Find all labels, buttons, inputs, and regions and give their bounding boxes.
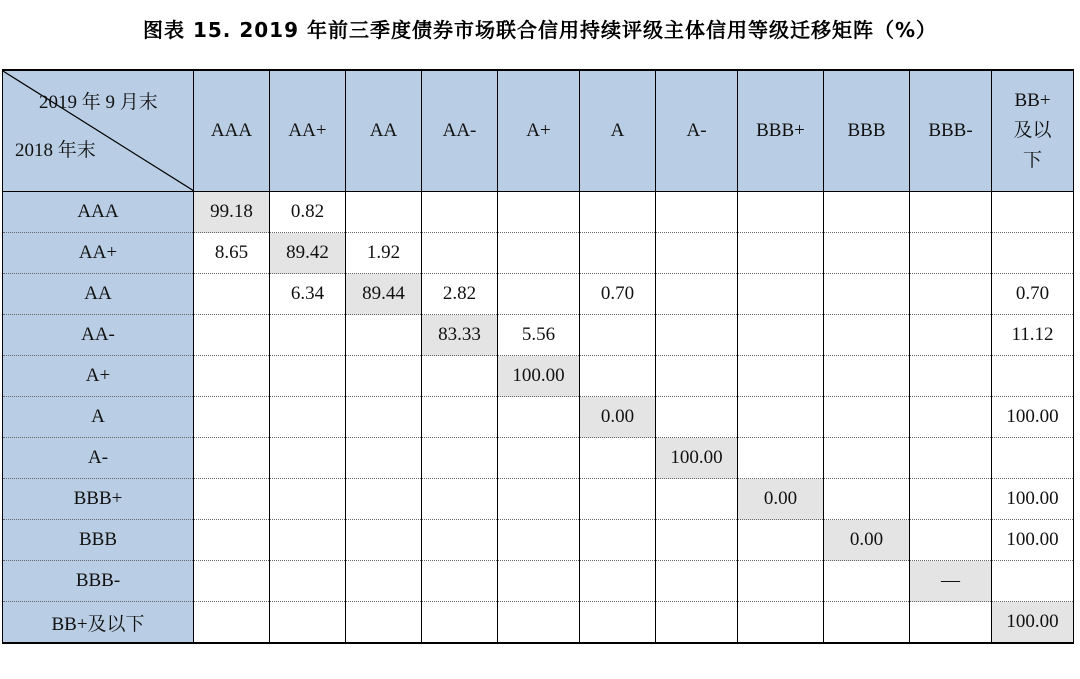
matrix-cell (346, 479, 422, 520)
matrix-cell-diagonal: 100.00 (656, 438, 738, 479)
row-header-cell: AA (3, 274, 194, 315)
table-row (3, 233, 1074, 274)
table-row (3, 479, 1074, 520)
matrix-cell (270, 315, 346, 356)
matrix-cell (346, 602, 422, 644)
table-row (3, 274, 1074, 315)
matrix-cell (824, 479, 910, 520)
col-header-aaa: AAA (194, 70, 270, 192)
matrix-cell (910, 479, 992, 520)
matrix-cell (346, 192, 422, 233)
table-row (3, 192, 1074, 233)
matrix-cell (992, 192, 1074, 233)
matrix-cell (270, 397, 346, 438)
matrix-cell (824, 438, 910, 479)
matrix-cell (738, 315, 824, 356)
matrix-cell: 6.34 (270, 274, 346, 315)
matrix-cell (498, 520, 580, 561)
matrix-cell (498, 397, 580, 438)
table-row (3, 397, 1074, 438)
matrix-cell (656, 479, 738, 520)
matrix-cell (656, 561, 738, 602)
row-header-cell: BBB+ (3, 479, 194, 520)
matrix-cell (422, 438, 498, 479)
matrix-cell (910, 438, 992, 479)
corner-label-period-start: 2018 年末 (15, 140, 96, 161)
matrix-cell (580, 479, 656, 520)
matrix-cell (194, 315, 270, 356)
matrix-cell: 100.00 (992, 397, 1074, 438)
matrix-cell (346, 315, 422, 356)
matrix-cell (738, 356, 824, 397)
table-row (3, 561, 1074, 602)
matrix-cell (992, 356, 1074, 397)
matrix-cell (580, 602, 656, 644)
matrix-cell (270, 438, 346, 479)
matrix-cell (194, 602, 270, 644)
matrix-cell (194, 561, 270, 602)
matrix-cell (656, 315, 738, 356)
matrix-cell (270, 561, 346, 602)
row-header-cell: BB+及以下 (3, 602, 194, 644)
row-header-cell: BBB- (3, 561, 194, 602)
matrix-cell: 2.82 (422, 274, 498, 315)
matrix-cell (656, 274, 738, 315)
col-header-line: 下 (1022, 150, 1042, 171)
matrix-cell (422, 561, 498, 602)
matrix-cell (824, 602, 910, 644)
matrix-cell (910, 192, 992, 233)
matrix-cell (910, 520, 992, 561)
matrix-cell (580, 438, 656, 479)
matrix-cell (346, 561, 422, 602)
matrix-cell: 0.70 (580, 274, 656, 315)
matrix-cell (270, 479, 346, 520)
matrix-cell (738, 520, 824, 561)
matrix-cell (656, 520, 738, 561)
matrix-cell (656, 397, 738, 438)
matrix-cell (194, 438, 270, 479)
matrix-cell-diagonal: 99.18 (194, 192, 270, 233)
matrix-cell-diagonal: — (910, 561, 992, 602)
col-header-bb-plus-and-below (992, 70, 1074, 192)
matrix-cell (580, 192, 656, 233)
row-header-cell: A- (3, 438, 194, 479)
matrix-cell (910, 397, 992, 438)
col-header-aa-plus: AA+ (270, 70, 346, 192)
matrix-cell (346, 356, 422, 397)
matrix-cell-diagonal: 0.00 (824, 520, 910, 561)
row-header-cell: AAA (3, 192, 194, 233)
matrix-cell (824, 397, 910, 438)
matrix-cell (824, 356, 910, 397)
matrix-cell: 0.82 (270, 192, 346, 233)
table-row (3, 315, 1074, 356)
header-row (3, 70, 1074, 192)
matrix-cell (738, 192, 824, 233)
matrix-cell: 11.12 (992, 315, 1074, 356)
matrix-cell (498, 438, 580, 479)
matrix-cell-diagonal: 100.00 (498, 356, 580, 397)
matrix-cell (580, 520, 656, 561)
table-title: 图表 15. 2019 年前三季度债券市场联合信用持续评级主体信用等级迁移矩阵（%） (142, 18, 938, 42)
matrix-cell (910, 233, 992, 274)
matrix-cell-diagonal: 0.00 (580, 397, 656, 438)
matrix-cell: 5.56 (498, 315, 580, 356)
matrix-cell (194, 520, 270, 561)
table-row (3, 520, 1074, 561)
col-header-aa-minus: AA- (422, 70, 498, 192)
row-header-cell: A (3, 397, 194, 438)
col-header-line: 及以 (1013, 120, 1052, 141)
matrix-cell (194, 479, 270, 520)
matrix-cell (422, 356, 498, 397)
row-header-cell: AA- (3, 315, 194, 356)
matrix-cell (910, 274, 992, 315)
row-header-cell: AA+ (3, 233, 194, 274)
col-header-bbb-minus: BBB- (910, 70, 992, 192)
matrix-cell (738, 438, 824, 479)
matrix-cell (194, 397, 270, 438)
matrix-cell (824, 233, 910, 274)
matrix-cell (580, 561, 656, 602)
matrix-cell (346, 520, 422, 561)
matrix-cell (498, 602, 580, 644)
matrix-cell-diagonal: 100.00 (992, 602, 1074, 644)
matrix-cell: 100.00 (992, 520, 1074, 561)
matrix-cell (422, 602, 498, 644)
matrix-cell (498, 192, 580, 233)
matrix-cell (992, 233, 1074, 274)
matrix-cell (498, 561, 580, 602)
matrix-cell (738, 233, 824, 274)
matrix-cell (738, 561, 824, 602)
col-header-line: BB+ (1014, 90, 1051, 111)
matrix-cell-diagonal: 83.33 (422, 315, 498, 356)
matrix-cell (270, 602, 346, 644)
matrix-cell (270, 356, 346, 397)
table-row (3, 356, 1074, 397)
matrix-cell-diagonal: 89.44 (346, 274, 422, 315)
matrix-cell (656, 192, 738, 233)
matrix-cell (580, 233, 656, 274)
col-header-a-plus: A+ (498, 70, 580, 192)
col-header-a: A (580, 70, 656, 192)
corner-header-cell (3, 70, 194, 192)
col-header-bbb-plus: BBB+ (738, 70, 824, 192)
matrix-cell (910, 602, 992, 644)
matrix-cell (346, 438, 422, 479)
matrix-cell (656, 602, 738, 644)
col-header-bbb: BBB (824, 70, 910, 192)
matrix-cell (422, 520, 498, 561)
matrix-cell (738, 274, 824, 315)
matrix-cell (498, 233, 580, 274)
table-row (3, 602, 1074, 644)
matrix-cell (422, 479, 498, 520)
matrix-body (3, 192, 1074, 644)
matrix-cell (824, 315, 910, 356)
matrix-cell (992, 438, 1074, 479)
matrix-cell (194, 274, 270, 315)
matrix-cell-diagonal: 0.00 (738, 479, 824, 520)
matrix-cell (422, 397, 498, 438)
matrix-cell (738, 397, 824, 438)
matrix-cell: 100.00 (992, 479, 1074, 520)
matrix-cell (422, 192, 498, 233)
corner-label-period-end: 2019 年 9 月末 (39, 92, 158, 113)
matrix-cell (270, 520, 346, 561)
table-row (3, 438, 1074, 479)
matrix-cell: 1.92 (346, 233, 422, 274)
matrix-cell (194, 356, 270, 397)
matrix-cell (346, 397, 422, 438)
matrix-cell (656, 356, 738, 397)
matrix-cell (656, 233, 738, 274)
matrix-cell (498, 479, 580, 520)
row-header-cell: A+ (3, 356, 194, 397)
col-header-aa: AA (346, 70, 422, 192)
migration-matrix-table (2, 69, 1074, 644)
matrix-cell (498, 274, 580, 315)
col-header-a-minus: A- (656, 70, 738, 192)
matrix-cell (992, 561, 1074, 602)
matrix-cell (824, 192, 910, 233)
matrix-cell (580, 315, 656, 356)
matrix-cell (910, 356, 992, 397)
matrix-cell (738, 602, 824, 644)
matrix-cell: 8.65 (194, 233, 270, 274)
matrix-cell (824, 561, 910, 602)
matrix-cell: 0.70 (992, 274, 1074, 315)
row-header-cell: BBB (3, 520, 194, 561)
matrix-cell (910, 315, 992, 356)
matrix-cell (824, 274, 910, 315)
matrix-cell (422, 233, 498, 274)
matrix-cell (580, 356, 656, 397)
matrix-cell-diagonal: 89.42 (270, 233, 346, 274)
